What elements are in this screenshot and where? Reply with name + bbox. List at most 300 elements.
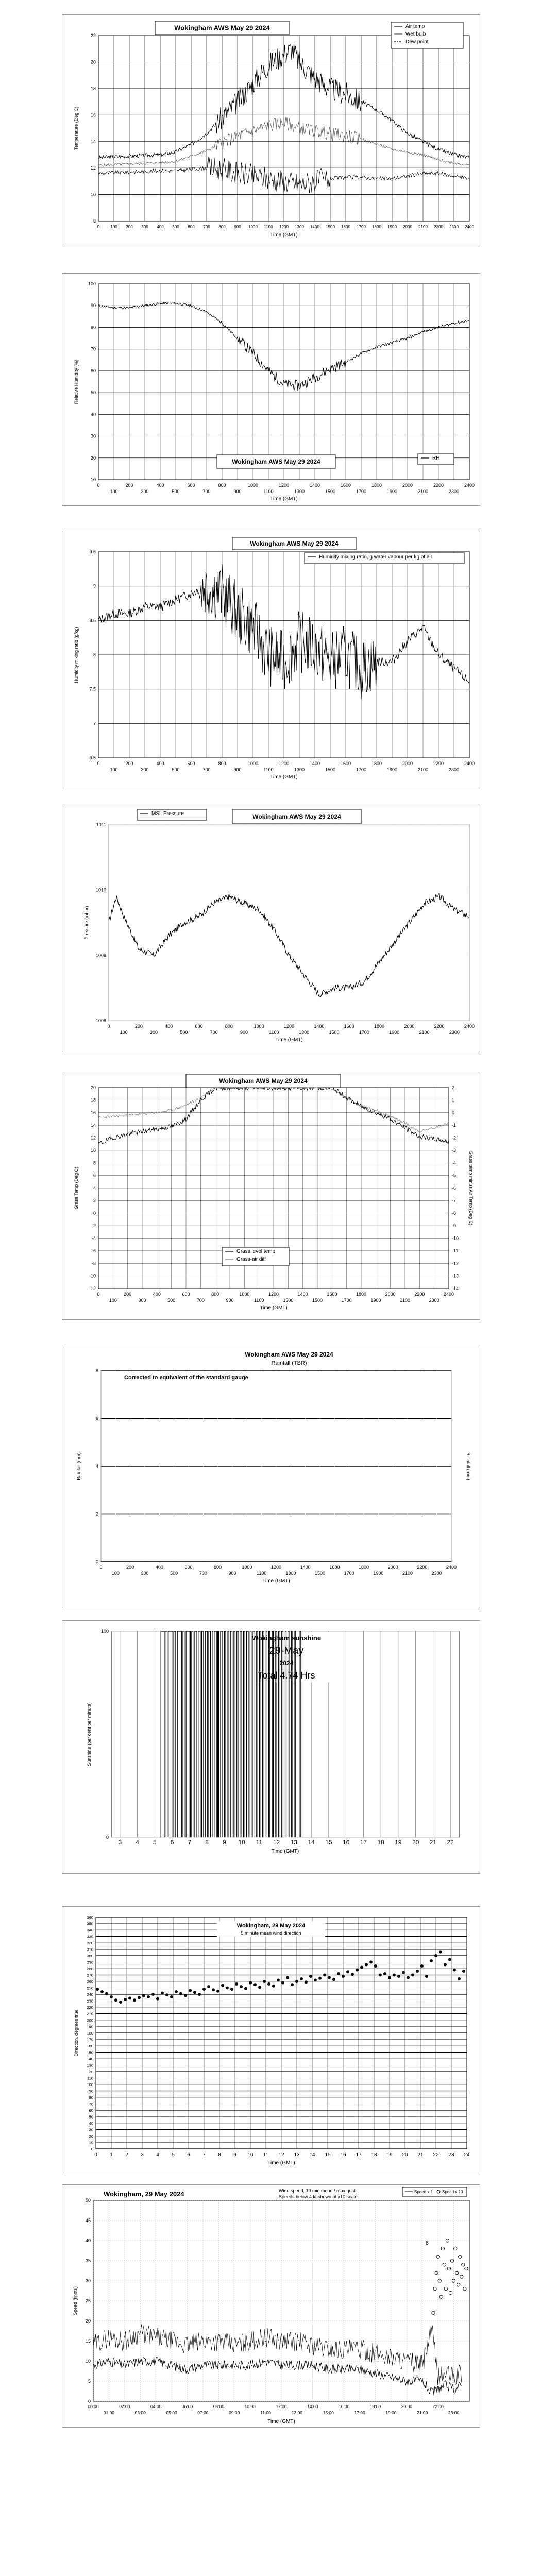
legend-label: Humidity mixing ratio, g water vapour per kg of air [319,554,433,560]
x-tick-label: 1200 [278,483,290,488]
y-tick-label: 20 [90,455,96,461]
x-tick-label: 800 [218,225,226,229]
y-tick-label: 12 [90,165,96,171]
y-axis-label: Grass Temp (Deg C) [74,1166,79,1210]
wind-direction-point [189,1989,192,1992]
y-tick-label: 280 [87,1967,93,1971]
y-axis-label: Temperature (Deg C) [74,106,79,150]
wind-direction-point [369,1961,373,1964]
x-tick-label: 18 [371,2152,377,2158]
x-tick-label: 13:00 [291,2410,303,2415]
x-tick-label: 900 [234,225,241,229]
x-tick-label: 3 [118,1839,122,1846]
x-tick-label: 300 [149,1030,158,1035]
x-tick-label: 1400 [309,761,320,766]
y-tick-label: 50 [85,2198,91,2203]
x-axis-label: Time (GMT) [271,1849,299,1854]
y2-tick-label: -7 [452,1198,457,1204]
x-tick-label: 20 [412,1839,419,1846]
x-tick-label: 2400 [464,483,475,488]
y-axis-label: Speed (knots) [73,2286,78,2316]
wind-direction-point [360,1966,363,1969]
y-tick-label: 330 [87,1934,93,1939]
x-tick-label: 01:00 [103,2410,115,2415]
wind-direction-point [314,1979,317,1982]
wind-direction-point [407,1976,410,1979]
legend-label: Grass-air diff [236,1257,266,1262]
x-tick-label: 200 [124,1292,132,1297]
wind-direction-point [374,1964,377,1968]
wind-direction-point [198,1993,201,1996]
wind-direction-point [332,1978,335,1981]
x-tick-label: 700 [199,1571,207,1576]
y-tick-label: 8 [93,652,96,657]
x-tick-label: 1600 [340,483,351,488]
x-tick-label: 500 [172,489,180,494]
sunshine-total: Total 4.74 Hrs [258,1670,315,1681]
x-tick-label: 800 [218,761,226,766]
x-tick-label: 4 [156,2152,159,2158]
x-axis-label: Time (GMT) [262,1578,290,1584]
x-tick-label: 800 [211,1292,219,1297]
x-tick-label: 1000 [248,225,258,229]
y-tick-label: 15 [85,2338,91,2344]
y-tick-label: 80 [89,2095,93,2100]
x-tick-label: 400 [153,1292,161,1297]
chart-title: Wokingham, 29 May 2024 [104,2190,184,2198]
y-tick-label: 180 [87,2031,93,2036]
chart-subtitle: 5 minute mean wind direction [241,1930,301,1936]
x-tick-label: 14 [309,2152,315,2158]
wind-direction-point [147,1995,150,1998]
y-tick-label: 270 [87,1973,93,1978]
y-tick-label: 4 [93,1185,96,1191]
wind-direction-point [411,1974,414,1977]
y-tick-label: 30 [90,433,96,439]
x-axis-label: Time (GMT) [267,2160,295,2166]
wind-annotation: 8 [425,2240,429,2246]
y-tick-label: 210 [87,2011,93,2016]
x-tick-label: 100 [110,767,118,772]
x-tick-label: 700 [196,1298,205,1303]
y-tick-label: 80 [90,325,96,330]
x-tick-label: 1900 [387,225,397,229]
wind-direction-chart [62,1906,480,2175]
x-tick-label: 400 [156,761,164,766]
x-tick-label: 23 [448,2152,454,2158]
y-tick-label: 70 [90,346,96,352]
x-tick-label: 2300 [448,767,460,772]
chart-subtitle: Wind speed, 10 min mean / max gust [279,2188,356,2193]
x-tick-label: 1700 [356,489,367,494]
x-tick-label: 2400 [446,1565,457,1570]
x-axis-label: Time (GMT) [267,2419,295,2425]
y-tick-label: 10 [90,192,96,197]
x-tick-label: 1700 [344,1571,354,1576]
x-tick-label: 1800 [356,1292,367,1297]
wind-direction-point [323,1974,326,1977]
temperature-chart [62,14,480,247]
y-tick-label: -12 [89,1286,96,1291]
wind-direction-point [420,1964,424,1968]
x-tick-label: 0 [97,225,100,229]
x-tick-label: 1400 [309,483,320,488]
wind-direction-point [202,1988,206,1991]
y-tick-label: 0 [88,2399,91,2404]
x-tick-label: 9 [233,2152,236,2158]
wind-direction-point [165,1993,168,1996]
y-tick-label: 50 [89,2114,93,2120]
wind-direction-point [216,1990,219,1993]
y-tick-label: 5 [88,2379,91,2384]
wind-speed-chart-svg [62,2185,480,2427]
x-tick-label: 400 [155,1565,163,1570]
x-tick-label: 1600 [344,1024,354,1029]
wind-direction-point [281,1981,284,1985]
legend-label: MSL Pressure [151,811,184,817]
y-tick-label: 30 [89,2127,93,2132]
x-tick-label: 7 [202,2152,206,2158]
wind-direction-point [193,1991,196,1994]
wind-direction-point [156,1997,159,2001]
x-tick-label: 2300 [449,225,459,229]
y-tick-label: 350 [87,1921,93,1926]
x-tick-label: 2400 [464,761,475,766]
y-tick-label: 8 [93,218,96,224]
x-tick-label: 500 [172,767,180,772]
legend-label: Air temp [405,24,425,29]
wind-direction-point [300,1977,303,1980]
x-tick-label: 0 [99,1565,103,1570]
x-tick-label: 300 [138,1298,146,1303]
grass-temp-chart-svg [62,1072,480,1319]
x-tick-label: 1100 [256,1571,267,1576]
x-tick-label: 1 [110,2152,113,2158]
x-tick-label: 21:00 [417,2410,428,2415]
wind-direction-point [96,1988,99,1991]
wind-direction-point [151,1993,155,1996]
y-tick-label: 4 [95,1464,98,1469]
x-tick-label: 12 [278,2152,284,2158]
chart-title: Wokingham AWS May 29 2024 [252,813,341,820]
grass-temp-chart [62,1072,480,1320]
x-tick-label: 3 [141,2152,144,2158]
wind-direction-point [416,1970,419,1973]
y2-axis-label: Grass temp minus Air Temp (Deg C) [468,1150,474,1226]
x-tick-label: 4 [136,1839,139,1846]
wind-direction-point [448,1958,451,1961]
x-tick-label: 16 [342,1839,350,1846]
x-tick-label: 2300 [448,489,460,494]
x-tick-label: 100 [110,225,117,229]
wind-direction-point [258,1986,261,1989]
y-tick-label: 0 [106,1835,109,1840]
y-tick-label: 190 [87,2024,93,2029]
x-tick-label: 1100 [264,225,273,229]
y2-tick-label: -9 [452,1223,457,1229]
y-tick-label: 9.5 [89,549,96,554]
x-tick-label: 400 [156,483,164,488]
x-tick-label: 10:00 [244,2404,256,2409]
wind-direction-point [383,1972,386,1975]
y-tick-label: 20 [90,1085,96,1090]
y-tick-label: 22 [90,33,96,38]
chart-title: Wokingham AWS May 29 2024 [245,1351,333,1358]
y-tick-label: 10 [89,2140,93,2145]
x-tick-label: 400 [157,225,164,229]
y2-tick-label: 2 [452,1085,455,1090]
temperature-chart-svg [62,15,480,247]
y-axis-label: Rainfall (mm) [76,1452,81,1480]
x-tick-label: 1200 [268,1292,279,1297]
y-tick-label: 16 [90,1110,96,1115]
x-tick-label: 700 [202,489,211,494]
chart-title: Wokingham AWS May 29 2024 [174,24,270,32]
x-tick-label: 18 [377,1839,384,1846]
x-tick-label: 16:00 [339,2404,350,2409]
y-tick-label: 60 [89,2108,93,2113]
y-tick-label: 10 [90,1147,96,1153]
x-tick-label: 300 [141,1571,149,1576]
x-tick-label: 500 [167,1298,176,1303]
y-tick-label: 10 [90,477,96,482]
pressure-chart [62,804,480,1052]
x-tick-label: 10 [247,2152,253,2158]
x-tick-label: 2100 [418,225,428,229]
x-tick-label: 0 [94,2152,97,2158]
chart-title: Wokingham sunshine [251,1634,322,1642]
y-tick-label: 0 [93,1210,96,1216]
x-tick-label: 21 [429,1839,437,1846]
wind-direction-point [128,1997,131,2000]
wind-direction-point [393,1974,396,1977]
x-tick-label: 1400 [310,225,319,229]
x-tick-label: 2000 [387,1565,398,1570]
wind-direction-point [277,1979,280,1982]
y2-tick-label: -4 [452,1160,457,1166]
x-tick-label: 200 [125,483,133,488]
y2-tick-label: 1 [452,1097,455,1103]
x-tick-label: 07:00 [197,2410,209,2415]
x-tick-label: 11 [256,1839,263,1846]
x-tick-label: 600 [188,225,195,229]
x-tick-label: 02:00 [119,2404,130,2409]
y-tick-label: -10 [89,1273,96,1279]
x-tick-label: 00:00 [88,2404,99,2409]
x-tick-label: 19 [395,1839,402,1846]
sunshine-date: 29-May [269,1645,304,1656]
legend-label: Grass level temp [236,1249,276,1255]
x-tick-label: 1800 [372,225,381,229]
x-tick-label: 2300 [431,1571,442,1576]
wind-direction-point [397,1975,400,1978]
x-tick-label: 2 [125,2152,128,2158]
y-tick-label: 160 [87,2044,93,2048]
x-tick-label: 7 [188,1839,192,1846]
y-tick-label: 10 [85,2359,91,2364]
x-tick-label: 1900 [373,1571,384,1576]
x-tick-label: 1700 [357,225,366,229]
y-axis-label: Sunshine (per cent per minute) [87,1702,92,1766]
wind-direction-point [114,1998,117,2002]
x-tick-label: 1500 [314,1571,326,1576]
y-tick-label: -6 [91,1248,96,1253]
x-tick-label: 1300 [294,489,305,494]
y-tick-label: 9 [93,583,96,589]
x-tick-label: 1900 [370,1298,381,1303]
x-tick-label: 2200 [433,483,444,488]
wind-direction-point [462,1970,465,1973]
y2-tick-label: -6 [452,1185,457,1191]
x-tick-label: 700 [203,225,210,229]
y-tick-label: 360 [87,1915,93,1920]
y-tick-label: 6.5 [89,755,96,760]
wind-direction-point [110,1995,113,1998]
wind-direction-point [309,1975,312,1978]
x-tick-label: 600 [195,1024,203,1029]
x-tick-label: 100 [120,1030,128,1035]
wind-direction-chart-svg [62,1907,480,2175]
y-axis-label: Pressure (mbar) [84,906,89,940]
pressure-chart-svg [62,804,480,1052]
y2-tick-label: -5 [452,1173,457,1178]
y2-axis-label: Rainfall (mm) [466,1452,471,1480]
x-tick-label: 1800 [371,761,382,766]
x-tick-label: 1200 [283,1024,295,1029]
x-tick-label: 1400 [297,1292,308,1297]
x-tick-label: 10 [238,1839,245,1846]
x-tick-label: 17:00 [354,2410,365,2415]
wind-direction-point [286,1976,289,1979]
wind-direction-point [240,1985,243,1988]
y2-tick-label: -2 [452,1135,457,1141]
x-tick-label: 2000 [402,761,413,766]
x-tick-label: 300 [141,225,148,229]
wind-direction-point [356,1969,359,1972]
y-tick-label: 18 [90,1097,96,1103]
x-tick-label: 2100 [399,1298,411,1303]
x-tick-label: 200 [125,761,133,766]
x-tick-label: 1000 [239,1292,250,1297]
x-tick-label: 2400 [464,1024,475,1029]
y-tick-label: 45 [85,2218,91,2223]
x-tick-label: 1500 [312,1298,323,1303]
wind-direction-point [365,1963,368,1967]
y2-tick-label: -11 [452,1248,459,1253]
y-tick-label: 120 [87,2070,93,2074]
y2-tick-label: -14 [452,1286,459,1291]
y-tick-label: 100 [88,281,96,286]
x-tick-label: 0 [97,761,100,766]
x-tick-label: 2200 [414,1292,425,1297]
y2-tick-label: -12 [452,1261,459,1266]
wind-speed-chart [62,2184,480,2428]
x-tick-label: 2100 [417,489,429,494]
sunshine-chart-svg [62,1621,480,1873]
x-axis-label: Time (GMT) [270,774,298,780]
y2-tick-label: -1 [452,1123,457,1128]
wind-direction-point [444,1963,447,1967]
x-tick-label: 1600 [341,225,350,229]
x-tick-label: 18:00 [369,2404,381,2409]
x-tick-label: 15 [325,2152,331,2158]
x-tick-label: 2000 [402,483,413,488]
x-tick-label: 2100 [419,1030,430,1035]
x-tick-label: 2100 [402,1571,413,1576]
x-tick-label: 1500 [325,489,336,494]
wind-direction-point [346,1970,349,1973]
y-tick-label: 40 [89,2121,93,2126]
wind-direction-point [235,1982,238,1986]
y-tick-label: 110 [87,2076,93,2081]
x-tick-label: 500 [180,1030,188,1035]
y-tick-label: 100 [100,1629,109,1634]
x-tick-label: 06:00 [181,2404,193,2409]
x-tick-label: 14:00 [307,2404,318,2409]
x-tick-label: 1300 [295,225,304,229]
x-tick-label: 05:00 [166,2410,177,2415]
x-tick-label: 22:00 [432,2404,444,2409]
wind-direction-point [119,2001,122,2004]
x-tick-label: 900 [233,767,242,772]
x-axis-label: Time (GMT) [275,1037,303,1043]
y2-tick-label: -10 [452,1235,459,1241]
x-axis-label: Time (GMT) [270,232,298,238]
x-tick-label: 1100 [253,1298,264,1303]
wind-direction-point [337,1972,340,1975]
x-tick-label: 6 [187,2152,190,2158]
x-tick-label: 600 [184,1565,193,1570]
y-tick-label: 1010 [95,887,106,893]
y-tick-label: 20 [85,2318,91,2324]
y-tick-label: 7.5 [89,686,96,692]
x-tick-label: 08:00 [213,2404,224,2409]
wind-direction-point [458,1977,461,1980]
y2-tick-label: -3 [452,1147,457,1153]
x-tick-label: 2100 [417,767,429,772]
wind-direction-point [291,1983,294,1986]
x-tick-label: 100 [110,489,118,494]
legend-label: Dew point [405,39,429,45]
y-tick-label: 7 [93,721,96,726]
x-tick-label: 1000 [247,483,259,488]
wind-direction-point [453,1969,456,1972]
x-tick-label: 1100 [269,1030,279,1035]
x-tick-label: 1200 [279,225,289,229]
y-tick-label: 0 [95,1559,98,1564]
x-tick-label: 600 [187,483,195,488]
x-tick-label: 1600 [329,1565,340,1570]
y-tick-label: 8 [95,1368,98,1374]
x-tick-label: 17 [356,2152,362,2158]
y-tick-label: 170 [87,2037,93,2042]
wind-direction-point [133,1998,136,2002]
x-tick-label: 1600 [327,1292,337,1297]
wind-direction-point [170,1995,173,1998]
x-tick-label: 1300 [299,1030,310,1035]
x-tick-label: 2000 [404,1024,415,1029]
y-tick-label: 30 [85,2278,91,2283]
x-tick-label: 1100 [263,489,274,494]
x-tick-label: 1500 [329,1030,340,1035]
wind-direction-point [342,1975,345,1978]
x-tick-label: 19 [386,2152,393,2158]
x-tick-label: 1000 [247,761,259,766]
y-tick-label: 0 [91,2147,93,2151]
y2-tick-label: 0 [452,1110,455,1115]
wind-direction-point [430,1959,433,1962]
x-tick-label: 15:00 [323,2410,334,2415]
